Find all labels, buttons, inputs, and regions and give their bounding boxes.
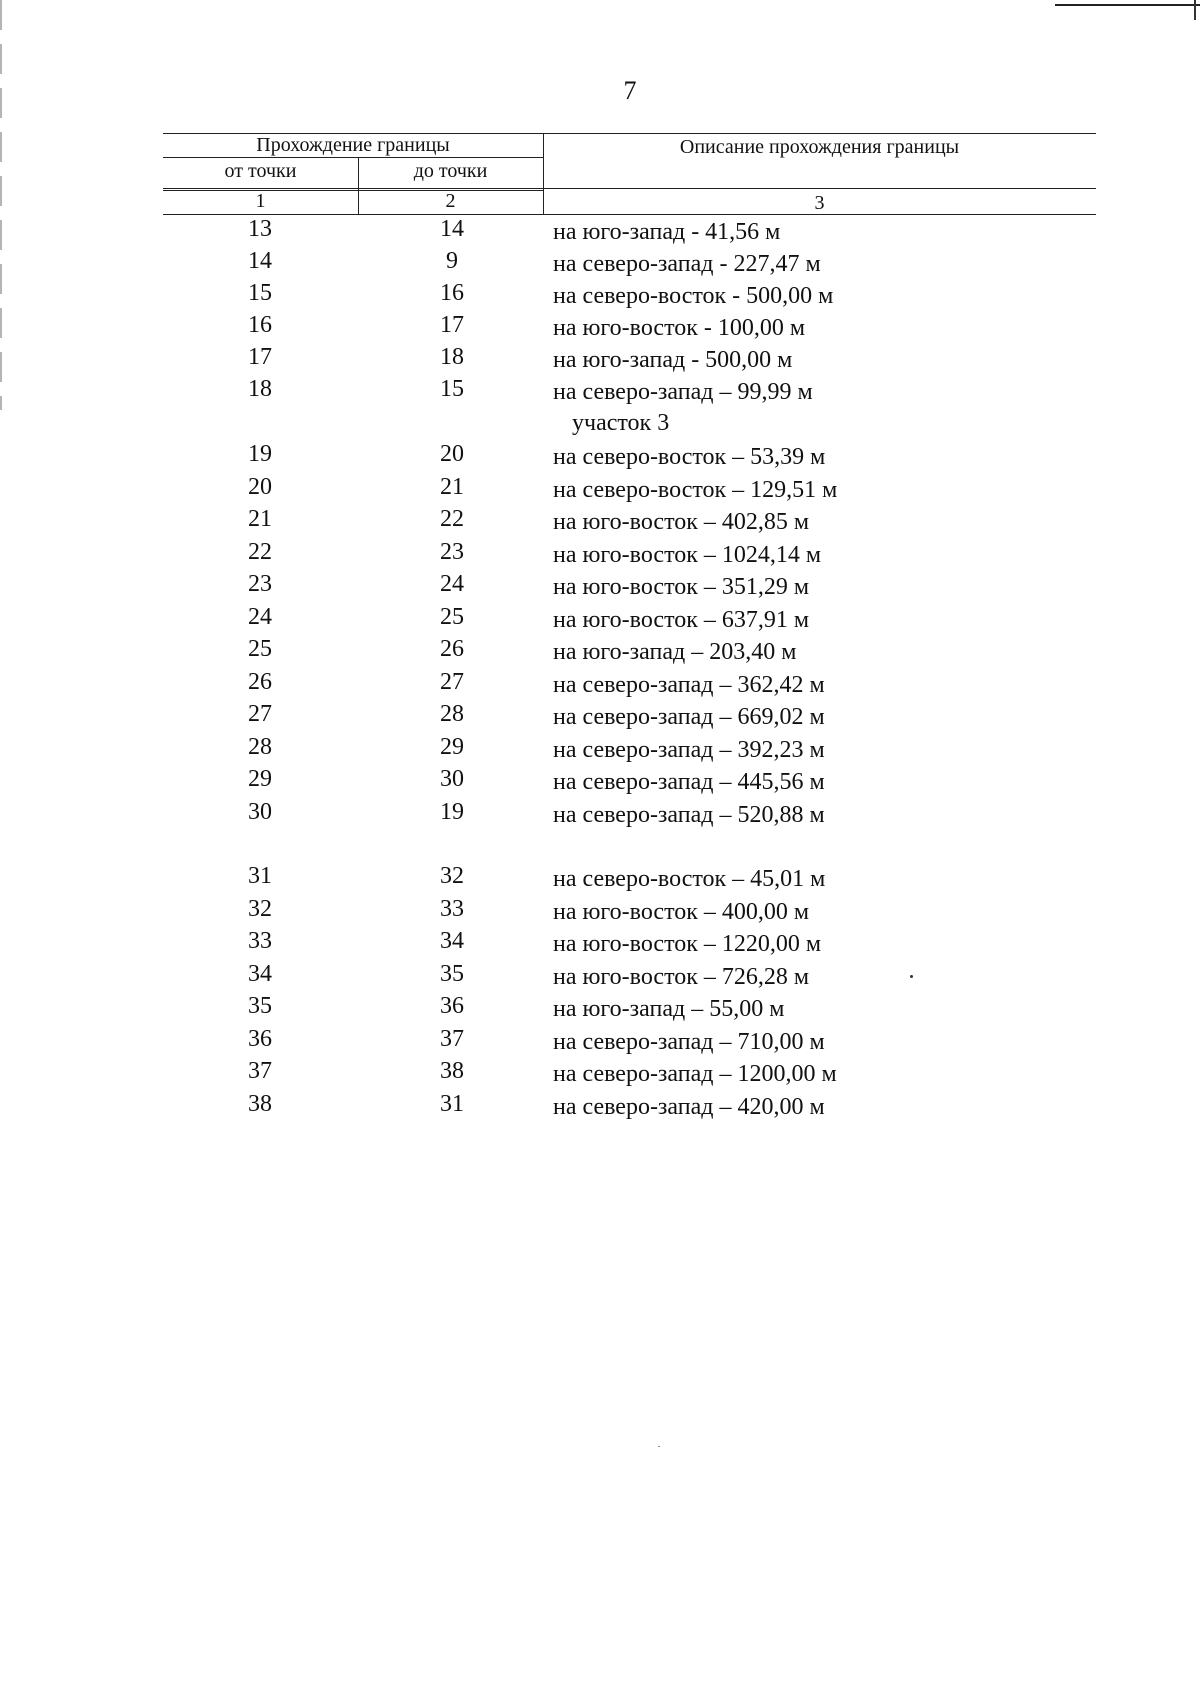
cell-desc: на северо-запад – 420,00 м <box>553 1093 825 1120</box>
table-row <box>0 1026 1200 1058</box>
cell-desc: на юго-запад – 55,00 м <box>553 996 785 1022</box>
cell-from: 22 <box>248 538 272 565</box>
table-row <box>0 280 1200 312</box>
table-row <box>0 216 1200 248</box>
cell-desc: на северо-запад – 362,42 м <box>553 671 825 698</box>
cell-from: 17 <box>248 344 272 370</box>
cell-from: 23 <box>248 571 272 597</box>
header-mid-rule <box>163 188 1096 189</box>
cell-to: 32 <box>440 863 464 889</box>
cell-to: 23 <box>440 538 464 565</box>
scan-artifact-line <box>1055 4 1200 6</box>
cell-desc: на северо-восток - 500,00 м <box>553 283 834 309</box>
table-row <box>0 799 1200 831</box>
cell-to: 21 <box>440 473 464 500</box>
cell-from: 36 <box>248 1025 272 1052</box>
cell-desc: на северо-запад – 710,00 м <box>553 1028 825 1055</box>
cell-to: 38 <box>440 1058 464 1084</box>
cell-to: 35 <box>440 960 464 987</box>
header-col-to: до точки <box>413 160 488 182</box>
cell-desc: на юго-восток – 726,28 м <box>553 963 810 990</box>
section-label: участок 3 <box>572 410 670 436</box>
cell-desc: на юго-восток – 351,29 м <box>553 574 810 600</box>
table-row <box>0 896 1200 928</box>
cell-from: 35 <box>248 993 272 1019</box>
cell-to: 34 <box>440 928 464 954</box>
table-row <box>0 1058 1200 1090</box>
header-num-to: 2 <box>445 190 456 212</box>
cell-from: 30 <box>248 798 272 825</box>
cell-to: 25 <box>440 603 464 630</box>
cell-from: 13 <box>248 216 272 242</box>
cell-from: 24 <box>248 603 272 630</box>
table-row <box>0 571 1200 603</box>
cell-from: 33 <box>248 928 272 954</box>
table-row <box>0 928 1200 960</box>
scan-artifact-dot <box>658 1446 660 1447</box>
cell-to: 28 <box>440 701 464 727</box>
cell-from: 25 <box>248 636 272 662</box>
cell-to: 37 <box>440 1025 464 1052</box>
table-row <box>0 312 1200 344</box>
cell-to: 24 <box>440 571 464 597</box>
cell-from: 38 <box>248 1090 272 1117</box>
cell-desc: на юго-восток – 637,91 м <box>553 606 810 633</box>
table-row <box>0 734 1200 766</box>
cell-from: 27 <box>248 701 272 727</box>
cell-desc: на северо-запад – 392,23 м <box>553 736 825 763</box>
cell-desc: на северо-запад – 445,56 м <box>553 769 825 795</box>
table-row <box>0 441 1200 473</box>
table-row <box>0 604 1200 636</box>
cell-to: 17 <box>440 312 464 338</box>
cell-desc: на северо-запад - 227,47 м <box>553 251 821 277</box>
table-row <box>0 1091 1200 1123</box>
cell-from: 32 <box>248 895 272 922</box>
cell-from: 14 <box>248 248 272 274</box>
cell-from: 16 <box>248 312 272 338</box>
header-num-from: 1 <box>255 190 266 212</box>
cell-from: 20 <box>248 473 272 500</box>
cell-from: 29 <box>248 766 272 792</box>
cell-to: 29 <box>440 733 464 760</box>
cell-from: 21 <box>248 506 272 532</box>
cell-desc: на юго-запад – 203,40 м <box>553 639 797 665</box>
cell-to: 33 <box>440 895 464 922</box>
cell-desc: на юго-восток – 1220,00 м <box>553 931 822 957</box>
cell-to: 19 <box>440 798 464 825</box>
table-row <box>0 506 1200 538</box>
scan-artifact-edge <box>1194 0 1196 20</box>
cell-from: 34 <box>248 960 272 987</box>
table-row <box>0 376 1200 408</box>
cell-to: 36 <box>440 993 464 1019</box>
cell-to: 18 <box>440 344 464 370</box>
table-row <box>0 636 1200 668</box>
cell-from: 37 <box>248 1058 272 1084</box>
cell-to: 27 <box>440 668 464 695</box>
cell-to: 9 <box>446 248 458 274</box>
header-group-title: Прохождение границы <box>256 134 450 156</box>
header-group-rule <box>163 157 543 158</box>
cell-to: 31 <box>440 1090 464 1117</box>
table-row <box>0 766 1200 798</box>
table-row <box>0 863 1200 895</box>
header-col-desc: Описание прохождения границы <box>679 136 960 158</box>
cell-to: 15 <box>440 376 464 402</box>
cell-desc: на северо-восток – 45,01 м <box>553 866 826 892</box>
table-row <box>0 701 1200 733</box>
cell-to: 26 <box>440 636 464 662</box>
cell-desc: на юго-запад - 500,00 м <box>553 347 793 373</box>
cell-from: 18 <box>248 376 272 402</box>
cell-to: 30 <box>440 766 464 792</box>
cell-to: 16 <box>440 280 464 306</box>
table-row <box>0 961 1200 993</box>
cell-desc: на северо-запад – 520,88 м <box>553 801 825 828</box>
cell-desc: на юго-восток – 400,00 м <box>553 898 810 925</box>
header-col-from: от точки <box>224 160 297 182</box>
cell-from: 19 <box>248 441 272 467</box>
table-row <box>0 248 1200 280</box>
cell-desc: на юго-запад - 41,56 м <box>553 219 781 245</box>
table-row <box>0 474 1200 506</box>
cell-to: 14 <box>440 216 464 242</box>
cell-from: 15 <box>248 280 272 306</box>
cell-from: 28 <box>248 733 272 760</box>
cell-from: 31 <box>248 863 272 889</box>
page-number: 7 <box>623 76 637 105</box>
cell-from: 26 <box>248 668 272 695</box>
cell-to: 22 <box>440 506 464 532</box>
cell-desc: на северо-восток – 129,51 м <box>553 476 838 503</box>
table-row <box>0 539 1200 571</box>
table-row <box>0 669 1200 701</box>
header-num-desc: 3 <box>814 192 825 214</box>
cell-desc: на северо-восток – 53,39 м <box>553 444 826 470</box>
table-row <box>0 344 1200 376</box>
cell-desc: на юго-восток – 402,85 м <box>553 509 810 535</box>
cell-desc: на юго-восток - 100,00 м <box>553 315 806 341</box>
cell-desc: на северо-запад – 669,02 м <box>553 704 825 730</box>
cell-desc: на северо-запад – 99,99 м <box>553 379 813 405</box>
table-row <box>0 993 1200 1025</box>
cell-to: 20 <box>440 441 464 467</box>
cell-desc: на юго-восток – 1024,14 м <box>553 541 822 568</box>
cell-desc: на северо-запад – 1200,00 м <box>553 1061 837 1087</box>
